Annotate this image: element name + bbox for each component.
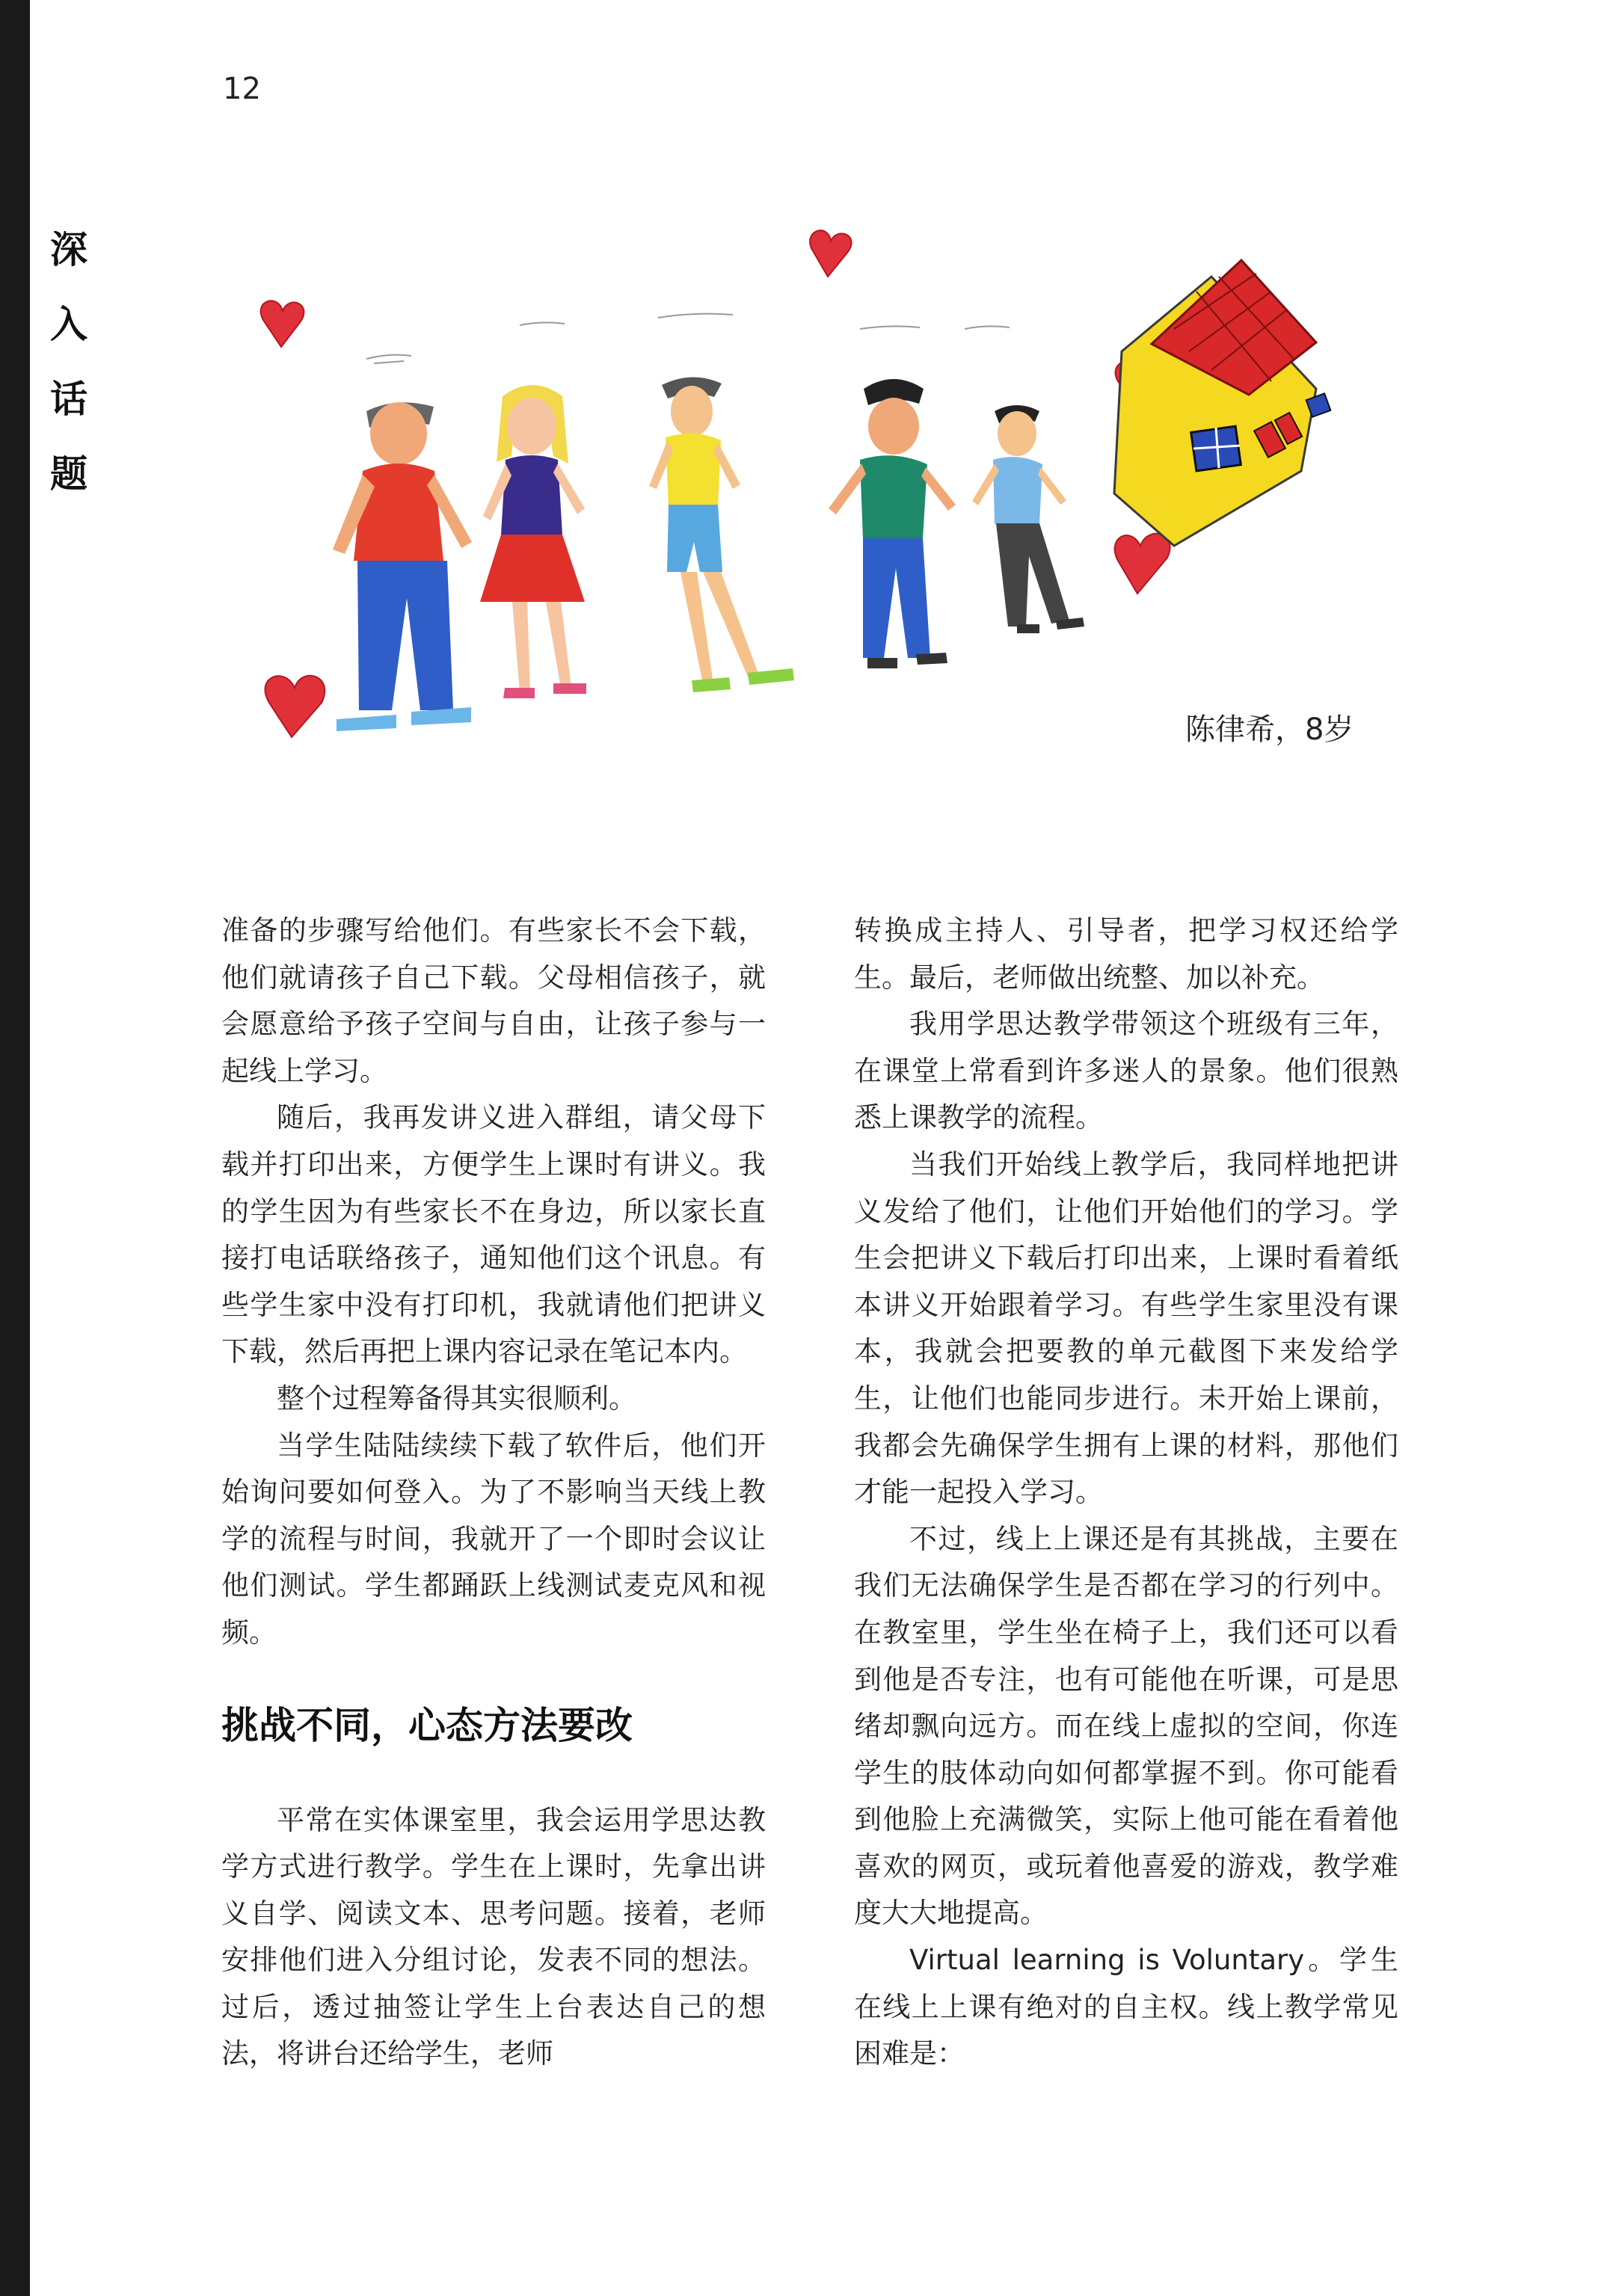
article-column-left	[221, 908, 766, 2078]
section-label-char: 入	[50, 303, 87, 346]
heart-icon	[810, 230, 852, 277]
page-edge-bar	[0, 0, 30, 2296]
paragraph: 不过，线上上课还是有其挑战，主要在我们无法确保学生是否都在学习的行列中。在教室里，学生坐在椅子上，我们还可以看到他是否专注，也有可能他在听课，可是思绪却飘向远方。而在线上虚拟的空间，你连学生的肢体动向如何都掌握不到。你可能看到他脸上充满微笑，实际上他可能在看着他喜欢的网页，或玩着他喜爱的游戏，教学难度大大地提高。	[854, 1522, 1398, 1930]
house-icon	[1114, 260, 1330, 546]
paragraph: 准备的步骤写给他们。有些家长不会下载，他们就请孩子自己下载。父母相信孩子，就会愿意给予孩子空间与自由，让孩子参与一起线上学习。	[221, 914, 766, 1087]
heart-icon	[1115, 534, 1170, 594]
paragraph: 当学生陆陆续续下载了软件后，他们开始询问要如何登入。为了不影响当天线上教学的流程与时间，我就开了一个即时会议让他们测试。学生都踊跃上线测试麦克风和视频。	[221, 1429, 766, 1649]
drawn-figure	[972, 405, 1084, 633]
paragraph: 我用学思达教学带领这个班级有三年，在课堂上常看到许多迷人的景象。他们很熟悉上课教学的流程。	[854, 1008, 1398, 1134]
paragraph: 转换成主持人、引导者，把学习权还给学生。最后，老师做出统整、加以补充。	[854, 914, 1398, 994]
paragraph: 当我们开始线上教学后，我同样地把讲义发给了他们，让他们开始他们的学习。学生会把讲义下载后打印出来，上课时看着纸本讲义开始跟着学习。有些学生家里没有课本，我就会把要教的单元截图下来发给学生，让他们也能同步进行。未开始上课前，我都会先确保学生拥有上课的材料，那他们才能一起投入学习。	[854, 1148, 1398, 1509]
drawn-figure	[829, 379, 956, 668]
drawn-figure	[649, 377, 794, 692]
heart-icon	[261, 301, 304, 347]
section-subheading: 挑战不同，心态方法要改	[221, 1703, 633, 1747]
page-number: 12	[223, 72, 261, 106]
drawn-figure	[480, 385, 586, 698]
section-label	[46, 212, 91, 511]
article-column-right	[854, 908, 1398, 2078]
paragraph: 平常在实体课室里，我会运用学思达教学方式进行教学。学生在上课时，先拿出讲义自学、阅读文本、思考问题。接着，老师安排他们进入分组讨论，发表不同的想法。过后，透过抽签让学生上台表达自己的想法，将讲台还给学生，老师	[221, 1803, 766, 2070]
section-label-char: 深	[50, 228, 87, 271]
drawn-figure	[333, 402, 472, 731]
paragraph: Virtual learning is Voluntary。学生在线上上课有绝对的自主权。线上教学常见困难是：	[854, 1944, 1398, 2070]
paragraph: 随后，我再发讲义进入群组，请父母下载并打印出来，方便学生上课时有讲义。我的学生因为有些家长不在身边，所以家长直接打电话联络孩子，通知他们这个讯息。有些学生家中没有打印机，我就请他们把讲义下载，然后再把上课内容记录在笔记本内。	[221, 1101, 766, 1368]
child-drawing-illustration	[224, 209, 1391, 778]
paragraph: 整个过程筹备得其实很顺利。	[277, 1382, 636, 1415]
figure-caption: 陈律希，8岁	[1185, 713, 1354, 747]
section-label-char: 题	[50, 452, 87, 496]
heart-icon	[265, 676, 325, 737]
section-label-char: 话	[50, 378, 87, 421]
